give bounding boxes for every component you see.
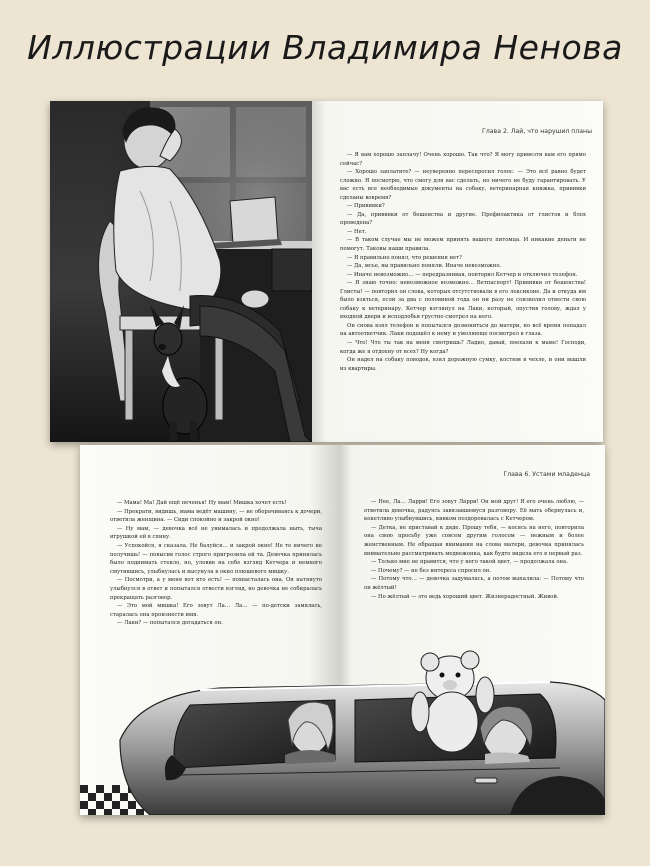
paragraph: — Прекрати, видишь, мама ведёт машину, — не оборачиваясь к дочери, ответила женщина. — Сиди спокойно и закрой окно!: [110, 508, 322, 524]
paragraph: — Почему? — не без интереса спросил он.: [371, 567, 491, 574]
paragraph: Он надел на собаку поводок, взял дорожную сумку, костюм в чехле, и они вышли из квартиры.: [340, 357, 586, 372]
paragraph: — Я вам хорошо заплачу! Очень хорошо. Так что? Я могу привезти вам его прямо сейчас?: [340, 152, 586, 167]
book-spread-chapter-6: [80, 445, 605, 815]
paragraph: — Мама! Ма! Дай ещё печенья! Ну мам! Мишка хочет есть!: [117, 500, 287, 506]
paragraph: — Только мне не нравится, что у него такой цвет, — продолжала она.: [371, 559, 568, 566]
paragraph: — Успокойся, я сказала. Не балуйся… и закрой окно! Не то ничего не получишь! — повысив голос строго пригрозила ей та. Девочка принялась было поднимать стекло, но, уловив на себе взгляд Кетчера и немного смутившись, улыбнулась и высунула в окно плюшевого мишку.: [110, 542, 322, 575]
paragraph: — Нее, Ла… Ларри! Его зовут Ларри! Он мой друг! Я его очень люблю, — ответила девочка, радуясь завязавшемуся разговору. Её мать обернулась и, кокетливо улыбнувшись, кивком поздоровалась с Кетчером.: [364, 499, 584, 523]
chapter-header: Глава 6. Устами младенца: [503, 471, 590, 478]
page-title: Иллюстрации Владимира Ненова: [27, 28, 623, 67]
paragraph: — Что! Что ты так на меня смотришь? Ладно, давай, поехали к маме! Господи, когда же я отдохну от всех? Ну когда?: [340, 340, 586, 355]
paragraph: — Детка, не приставай к дяде. Прошу тебя, — косясь на него, повторила она свою просьбу уже совсем другим голосом — нежным и более женственным. Не обращая внимания на слова матери, девочка принялась внимательно рассматривать медвежонка, как будто видела его в первый раз.: [364, 524, 584, 557]
illustration-car-with-girl-and-teddy: [80, 650, 605, 815]
paragraph: — Прививки?: [347, 203, 385, 210]
paragraph: — Иначе невозможно… — передразнивая, повторил Кетчер и отключил телефон.: [347, 271, 578, 278]
chapter-text-right: [364, 498, 584, 601]
paragraph: — Это мой мишка! Его зовут Ла… Ла… — по-детски замялась, старалась она произнести имя.: [110, 603, 322, 618]
chapter-text-left: [110, 499, 322, 628]
paragraph: — Потому что… — девочка задумалась, а потом выпалила: — Потому что он жёлтый!: [364, 576, 584, 591]
paragraph: — Да, прививки от бешенства и другие. Профилактика от глистов и блох проведена?: [340, 211, 586, 227]
paragraph: — Я знаю точно: невозможное возможно… Ветпаспорт! Прививки от бешенства! Глисты! — повторил он слова, которых отсутствовали в его лексиконе. Да и откуда им было взяться, если за два с половиной года он ни разу не соизволил отвести свою собаку к ветеринару. Кетчер взглянул на Лаки, который, опустив голову, ждал у входной двери и исподлобья грустно смотрел на него.: [340, 280, 586, 321]
chapter-header: Глава 2. Лай, что нарушил планы: [482, 128, 592, 135]
illustration-man-with-dog: [50, 101, 312, 442]
right-page: [312, 101, 603, 442]
paragraph: — Посмотри, а у меня вот кто есть! — похвасталась она. Он натянуто улыбнулся в ответ и попытался отвести взгляд, но девочка не собиралась прекращать разговор.: [110, 577, 322, 601]
book-spread-chapter-2: [50, 101, 603, 442]
paragraph: — Нет.: [347, 228, 367, 235]
paragraph: — Ну мам, — девочка всё не унималась и продолжала ныть, тыча игрушкой ей в спину.: [110, 525, 322, 541]
paragraph: — В таком случае мы не можем принять вашего питомца. И никакие деньги не помогут. Таковы наши правила.: [340, 237, 586, 253]
paragraph: Он снова взял телефон и попытался дозвониться до матери, но всё время попадал на автоответчик. Лаки подошёл к нему и умоляюще посмотрел в глаза.: [340, 322, 586, 338]
paragraph: — Но жёлтый — это ведь хороший цвет. Жизнерадостный. Живой.: [371, 593, 559, 600]
paragraph: — Лаки? — попытался догадаться он.: [117, 620, 223, 627]
paragraph: — Я правильно понял, что решения нет?: [347, 254, 462, 261]
paragraph: — Хорошо заплатите? — неуверенно переспросил голос. — Это всё равно будет сложно. Я посмотрю, что смогу для вас сделать, но ничего не буду гарантировать. У вас есть все необходимые документы на собаку, ветеринарная книжка, прививки сделаны вовремя?: [340, 169, 586, 201]
chapter-text: [340, 151, 586, 373]
paragraph: — Да, мсье, вы правильно поняли. Иначе невозможно.: [347, 263, 502, 270]
